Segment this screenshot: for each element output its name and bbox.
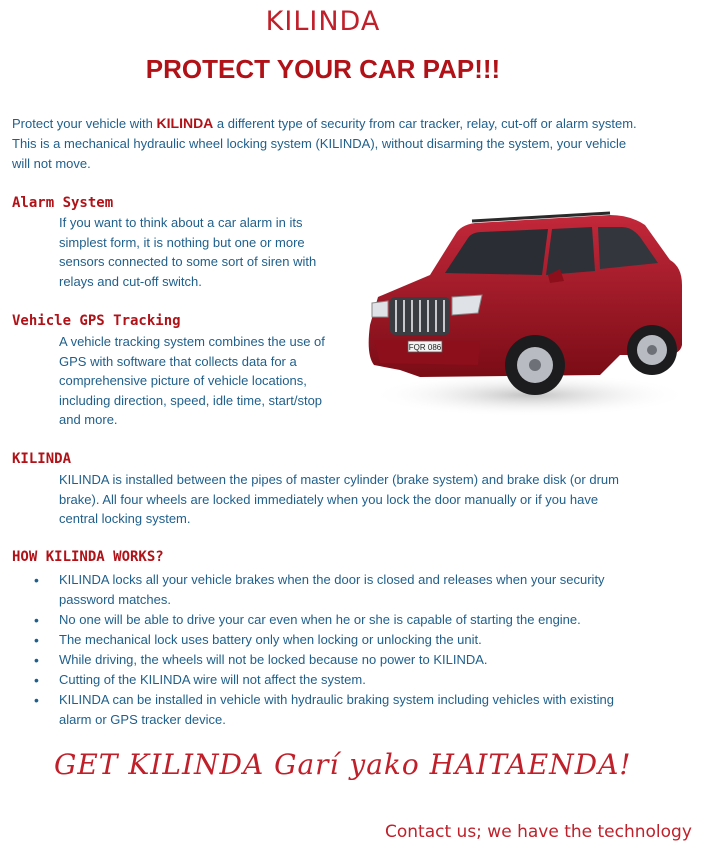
gps-body: A vehicle tracking system combines the use of GPS with software that collects data for a comprehensive picture of vehicle locations, including direction, speed, idle time, start/stop and more. — [59, 334, 325, 428]
page-subtitle: PROTECT YOUR CAR PAP!!! — [145, 54, 501, 84]
list-item: • KILINDA locks all your vehicle brakes when the door is closed and releases when your security password matches. — [34, 570, 634, 610]
how-list — [34, 570, 634, 730]
license-plate: FQR 086 — [408, 343, 442, 352]
kilinda-heading: KILINDA — [12, 451, 72, 467]
list-item: • While driving, the wheels will not be locked because no power to KILINDA. — [34, 650, 634, 670]
list-item: • No one will be able to drive your car even when he or she is capable of starting the engine. — [34, 610, 634, 630]
list-item: • KILINDA can be installed in vehicle with hydraulic braking system including vehicles with existing alarm or GPS tracker device. — [34, 690, 634, 730]
list-item: • Cutting of the KILINDA wire will not affect the system. — [34, 670, 634, 690]
car-image — [360, 205, 690, 420]
kilinda-body: KILINDA is installed between the pipes of master cylinder (brake system) and brake disk (or drum brake). All four wheels are locked immediately when you lock the door manually or if you have central locking system. — [59, 472, 619, 527]
how-heading: HOW KILINDA WORKS? — [12, 549, 164, 565]
intro-highlight: KILINDA — [156, 115, 214, 131]
page-title: KILINDA — [265, 6, 381, 37]
gps-heading: Vehicle GPS Tracking — [12, 313, 181, 329]
intro-paragraph — [12, 113, 642, 174]
slogan: GET KILINDA Garí yako HAITAENDA! — [54, 748, 632, 781]
contact-line: Contact us; we have the technology — [385, 822, 692, 842]
intro-text-pre: Protect your vehicle with — [12, 116, 157, 131]
alarm-body: If you want to think about a car alarm in its simplest form, it is nothing but one or more sensors connected to some sort of siren with relays and cut-off switch. — [59, 215, 317, 289]
intro-text-post: a different type of security from car tracker, relay, cut-off or alarm system. This is a mechanical hydraulic wheel locking system (KILINDA), without disarming the system, your vehicle will not move. — [12, 116, 637, 171]
list-item: • The mechanical lock uses battery only when locking or unlocking the unit. — [34, 630, 634, 650]
alarm-heading: Alarm System — [12, 195, 114, 211]
